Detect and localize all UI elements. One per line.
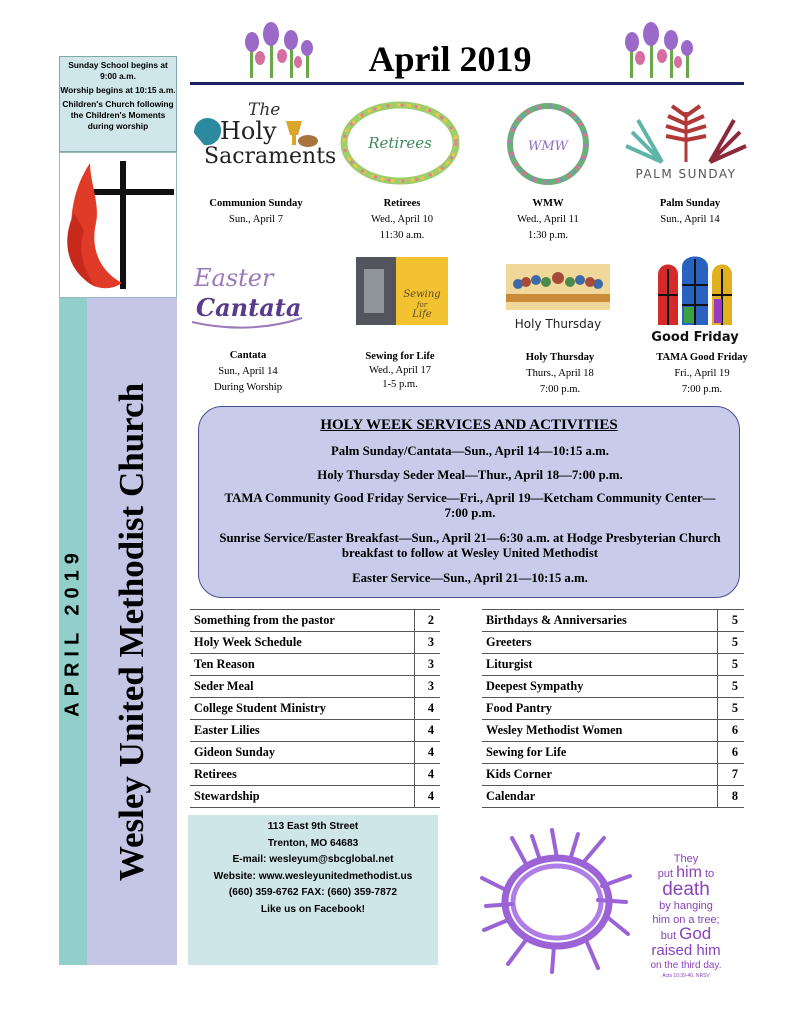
toc-page: 6 <box>718 720 744 742</box>
svg-text:Retirees: Retirees <box>368 134 432 152</box>
bible-verse: They put him to death by hanging him on a tree; but God raised him on the third day. Acts 10:39-40, NRSV <box>650 853 722 979</box>
table-row <box>482 720 744 742</box>
svg-text:Sacraments: Sacraments <box>204 144 337 169</box>
toc-item: Kids Corner <box>482 764 718 786</box>
title-rule <box>190 82 744 85</box>
toc-item: Wesley Methodist Women <box>482 720 718 742</box>
holy-week-line: TAMA Community Good Friday Service—Fri., April 19—Ketcham Community Center—7:00 p.m. <box>224 491 716 520</box>
toc-item: Ten Reason <box>190 654 415 676</box>
toc-page: 3 <box>415 676 440 698</box>
palm-sunday-logo <box>622 96 750 184</box>
toc-page: 4 <box>415 720 440 742</box>
holy-week-line: Palm Sunday/Cantata—Sun., April 14—10:15 a.m. <box>330 444 610 458</box>
svg-text:Holy: Holy <box>220 117 277 145</box>
toc-item: Easter Lilies <box>190 720 415 742</box>
svg-text:Good Friday: Good Friday <box>651 330 739 345</box>
svg-text:PALM SUNDAY: PALM SUNDAY <box>635 167 737 181</box>
event-tama-good-friday: TAMA Good Friday Fri., April 19 7:00 p.m. <box>656 352 748 395</box>
svg-text:Sewing: Sewing <box>403 289 441 300</box>
event-palm-sunday: Palm Sunday Sun., April 14 <box>659 198 721 225</box>
toc-page: 4 <box>415 742 440 764</box>
event-communion-sunday: Communion Sunday Sun., April 7 <box>209 198 303 225</box>
svg-text:WMW: WMW <box>527 139 569 154</box>
toc-item: Sewing for Life <box>482 742 718 764</box>
toc-item: Seder Meal <box>190 676 415 698</box>
event-retirees: Retirees Wed., April 10 11:30 a.m. <box>370 198 434 241</box>
contact-info-box <box>188 815 438 965</box>
vertical-church-name: Wesley United Methodist Church <box>112 382 151 881</box>
holy-thursday-logo <box>502 260 614 334</box>
toc-page: 5 <box>718 632 744 654</box>
toc-item: Retirees <box>190 764 415 786</box>
sunday-school-time: Sunday School begins at 9:00 a.m. <box>68 60 168 81</box>
toc-page: 5 <box>718 610 744 632</box>
toc-page: 3 <box>415 654 440 676</box>
street-address: 113 East 9th Street <box>267 821 359 832</box>
page-title: April 2019 <box>368 39 532 79</box>
toc-item: Food Pantry <box>482 698 718 720</box>
toc-item: Liturgist <box>482 654 718 676</box>
contents-table-right <box>482 609 744 808</box>
toc-item: Stewardship <box>190 786 415 808</box>
holy-sacraments-logo <box>190 95 337 170</box>
holy-week-line: Sunrise Service/Easter Breakfast—Sun., April 21—6:30 a.m. at Hodge Presbyterian Church breakfast to follow at Wesley United Methodist <box>219 531 721 560</box>
toc-item: College Student Ministry <box>190 698 415 720</box>
holy-week-box <box>198 406 740 598</box>
event-cantata: Cantata Sun., April 14 During Worship <box>213 350 283 393</box>
svg-text:Life: Life <box>412 309 432 320</box>
cross-and-flame-logo <box>59 152 177 298</box>
table-row <box>482 764 744 786</box>
holy-week-line: Holy Thursday Seder Meal—Thur., April 18—7:00 p.m. <box>317 468 623 482</box>
svg-text:for: for <box>416 301 428 309</box>
svg-text:The: The <box>248 100 281 120</box>
table-row <box>190 786 440 808</box>
email-link[interactable]: E-mail: wesleyum@sbcglobal.net <box>232 854 394 865</box>
event-holy-thursday: Holy Thursday Thurs., April 18 7:00 p.m. <box>525 352 595 395</box>
worship-time: Worship begins at 10:15 a.m. <box>60 85 176 95</box>
easter-cantata-logo <box>186 252 308 336</box>
good-friday-logo <box>651 255 739 345</box>
phone-fax: (660) 359-6762 FAX: (660) 359-7872 <box>228 887 398 898</box>
table-row <box>190 676 440 698</box>
table-row <box>482 742 744 764</box>
toc-item: Greeters <box>482 632 718 654</box>
table-row <box>190 610 440 632</box>
toc-item: Gideon Sunday <box>190 742 415 764</box>
toc-page: 5 <box>718 698 744 720</box>
toc-page: 4 <box>415 698 440 720</box>
contents-table-left <box>190 609 440 808</box>
table-row <box>190 742 440 764</box>
retirees-wreath-logo <box>338 98 462 188</box>
toc-item: Holy Week Schedule <box>190 632 415 654</box>
toc-page: 6 <box>718 742 744 764</box>
toc-item: Something from the pastor <box>190 610 415 632</box>
toc-page: 4 <box>415 786 440 808</box>
crocus-flowers-right-icon <box>620 18 700 85</box>
table-row <box>190 698 440 720</box>
city-state-zip: Trenton, MO 64683 <box>267 837 359 849</box>
table-row <box>190 764 440 786</box>
table-row <box>190 654 440 676</box>
toc-page: 8 <box>718 786 744 808</box>
facebook-note: Like us on Facebook! <box>260 903 366 915</box>
service-times-box <box>59 56 177 152</box>
toc-page: 5 <box>718 676 744 698</box>
vertical-month-label: APRIL 2019 <box>61 546 84 717</box>
table-row <box>190 632 440 654</box>
event-wmw: WMW Wed., April 11 1:30 p.m. <box>517 198 579 241</box>
toc-page: 7 <box>718 764 744 786</box>
website-link[interactable]: Website: www.wesleyunitedmethodist.us <box>213 870 413 882</box>
holy-week-title: HOLY WEEK SERVICES AND ACTIVITIES <box>320 417 618 433</box>
crown-of-thorns-icon <box>482 824 632 974</box>
toc-page: 3 <box>415 632 440 654</box>
table-row <box>482 676 744 698</box>
svg-text:Easter: Easter <box>194 264 274 292</box>
toc-item: Deepest Sympathy <box>482 676 718 698</box>
table-row <box>482 632 744 654</box>
toc-page: 4 <box>415 764 440 786</box>
wmw-wreath-logo <box>488 96 608 190</box>
toc-item: Birthdays & Anniversaries <box>482 610 718 632</box>
toc-page: 5 <box>718 654 744 676</box>
svg-text:Holy Thursday: Holy Thursday <box>514 317 602 331</box>
svg-text:Cantata: Cantata <box>196 293 302 322</box>
table-row <box>190 720 440 742</box>
table-row <box>482 698 744 720</box>
toc-item: Calendar <box>482 786 718 808</box>
table-row <box>482 786 744 808</box>
holy-week-line: Easter Service—Sun., April 21—10:15 a.m. <box>352 571 588 585</box>
table-row <box>482 654 744 676</box>
childrens-church-note: Children's Church following the Children's Moments during worship <box>62 99 174 131</box>
sewing-for-life-logo <box>356 257 448 325</box>
toc-page: 2 <box>415 610 440 632</box>
table-row <box>482 610 744 632</box>
event-sewing-for-life: Sewing for Life Wed., April 17 1-5 p.m. <box>365 351 435 390</box>
